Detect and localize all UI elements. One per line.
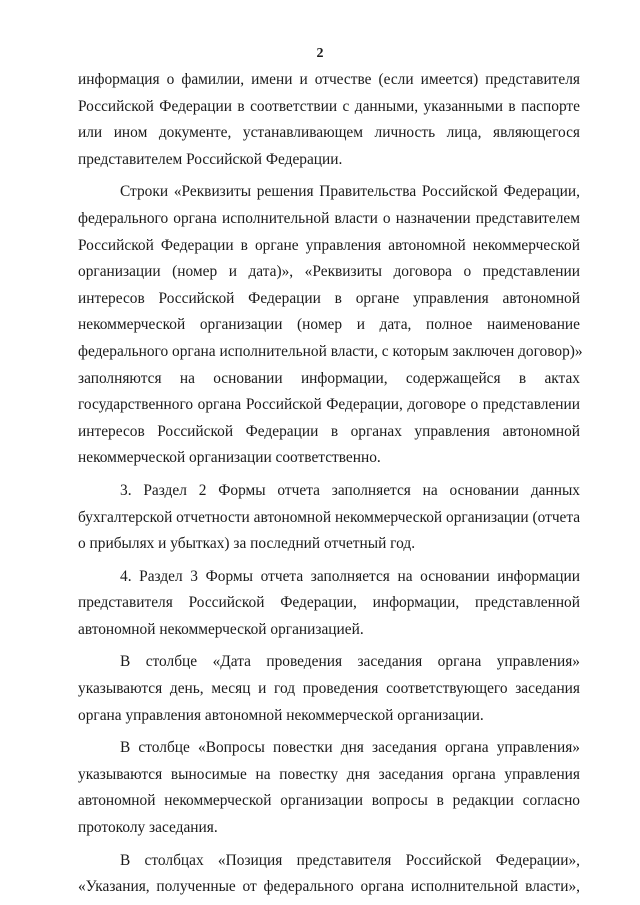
text-line: интересов Российской Федерации в органе управления автономной bbox=[78, 289, 580, 307]
text-line: о прибылях и убытках) за последний отчетный год. bbox=[78, 535, 416, 553]
paragraph-5 bbox=[78, 649, 580, 729]
text-line: В столбцах «Позиция представителя Российской Федерации», bbox=[120, 851, 580, 869]
text-line: заполняются на основании информации, содержащейся в актах bbox=[78, 369, 580, 387]
paragraph-2 bbox=[78, 179, 583, 472]
text-line: «Указания, полученные от федерального органа исполнительной власти», bbox=[78, 878, 580, 896]
text-line: 4. Раздел 3 Формы отчета заполняется на основании информации bbox=[120, 567, 580, 585]
text-line: некоммерческой организации соответственно. bbox=[78, 449, 381, 467]
text-line: Российской Федерации в соответствии с данными, указанными в паспорте bbox=[78, 97, 580, 115]
text-line: указываются выносимые на повестку дня заседания органа управления bbox=[78, 765, 580, 783]
text-line: В столбце «Вопросы повестки дня заседания органа управления» bbox=[120, 739, 580, 757]
paragraph-1 bbox=[78, 67, 580, 173]
text-line: информация о фамилии, имени и отчестве (если имеется) представителя bbox=[78, 71, 580, 88]
paragraph-3 bbox=[78, 478, 580, 558]
text-line: бухгалтерской отчетности автономной некоммерческой организации (отчета bbox=[78, 508, 581, 526]
text-line: организации (номер и дата)», «Реквизиты договора о представлении bbox=[78, 263, 580, 281]
text-line: автономной некоммерческой организации вопросы в редакции согласно bbox=[78, 792, 580, 810]
page-number: 2 bbox=[316, 46, 324, 61]
paragraph-7 bbox=[78, 848, 580, 901]
text-line: или ином документе, устанавливающем личность лица, являющегося bbox=[78, 124, 580, 142]
document-body bbox=[78, 67, 583, 901]
paragraph-4 bbox=[78, 564, 580, 644]
text-line: представителем Российской Федерации. bbox=[78, 150, 343, 168]
text-line: федерального органа исполнительной власти о назначении представителем bbox=[78, 209, 580, 227]
text-line: представителя Российской Федерации, информации, представленной bbox=[78, 594, 580, 612]
text-line: указываются день, месяц и год проведения соответствующего заседания bbox=[78, 680, 580, 698]
text-line: интересов Российской Федерации в органах управления автономной bbox=[78, 422, 580, 440]
text-line: протоколу заседания. bbox=[78, 819, 218, 837]
text-line: Российской Федерации в органе управления автономной некоммерческой bbox=[78, 236, 580, 254]
text-line: 3. Раздел 2 Формы отчета заполняется на основании данных bbox=[120, 481, 580, 499]
text-line: автономной некоммерческой организацией. bbox=[78, 620, 364, 638]
text-line: органа управления автономной некоммерческой организации. bbox=[78, 706, 484, 724]
text-line: В столбце «Дата проведения заседания органа управления» bbox=[120, 653, 580, 671]
text-line: некоммерческой организации (номер и дата, полное наименование bbox=[78, 316, 580, 334]
paragraph-6 bbox=[78, 735, 580, 841]
text-line: Строки «Реквизиты решения Правительства Российской Федерации, bbox=[120, 183, 580, 201]
text-line: федерального органа исполнительной власти, с которым заключен договор)» bbox=[78, 342, 583, 360]
text-line: государственного органа Российской Федерации, договоре о представлении bbox=[78, 396, 580, 414]
